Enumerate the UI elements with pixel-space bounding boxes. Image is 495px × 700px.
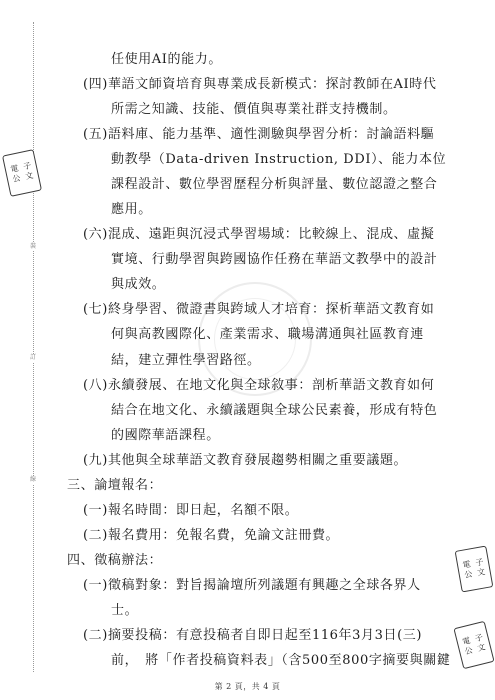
text-line: 任使用AI的能力。 — [111, 52, 222, 67]
binding-char: 裝 — [29, 243, 36, 250]
text-line: (六)混成、遠距與沉浸式學習場域：比較線上、混成、虛擬 — [83, 227, 435, 242]
text-line: (五)語料庫、能力基準、適性測驗與學習分析：討論語料驅 — [83, 127, 435, 142]
binding-char: 訂 — [29, 354, 36, 361]
electronic-document-stamp: 電 子 公 文 — [2, 149, 42, 197]
text-line: 士。 — [111, 603, 139, 618]
text-line: 動教學（Data-driven Instruction, DDI）、能力本位 — [111, 152, 447, 167]
text-line: (一)報名時間：即日起，名額不限。 — [83, 503, 299, 518]
text-line: 的國際華語課程。 — [111, 428, 220, 443]
text-line: (二)報名費用：免報名費，免論文註冊費。 — [83, 528, 340, 543]
text-line: (四)華語文師資培育與專業成長新模式：探討教師在AI時代 — [83, 77, 437, 92]
text-line: 所需之知識、技能、價值與專業社群支持機制。 — [111, 102, 397, 117]
text-line: 結合在地文化、永續議題與全球公民素養，形成有特色 — [111, 403, 438, 418]
binding-line — [33, 22, 34, 672]
text-line: 與成效。 — [111, 277, 166, 292]
text-line: 何與高教國際化、產業需求、職場溝通與社區教育連 — [111, 327, 424, 342]
text-line: (九)其他與全球華語文教育發展趨勢相關之重要議題。 — [83, 453, 408, 468]
electronic-document-stamp: 電 子 公 文 — [455, 546, 494, 593]
electronic-document-stamp: 電 子 公 文 — [453, 621, 494, 669]
text-line: 結，建立彈性學習路徑。 — [111, 353, 261, 368]
binding-char: 線 — [29, 476, 36, 483]
text-line: (一)徵稿對象：對旨揭論壇所列議題有興趣之全球各界人 — [83, 578, 421, 593]
section-heading: 三、論壇報名： — [67, 478, 163, 493]
text-line: (七)終身學習、微證書與跨域人才培育：探析華語文教育如 — [83, 302, 435, 317]
text-line: 應用。 — [111, 202, 152, 217]
text-line: 實境、行動學習與跨國協作任務在華語文教學中的設計 — [111, 252, 438, 267]
text-line: (八)永續發展、在地文化與全球敘事：剖析華語文教育如何 — [83, 378, 435, 393]
text-line: 前， 將「作者投稿資料表」（含500至800字摘要與關鍵 — [111, 653, 451, 668]
section-heading: 四、徵稿辦法： — [67, 553, 163, 568]
page-footer: 第 2 頁，共 4 頁 — [214, 682, 281, 691]
text-line: 課程設計、數位學習歷程分析與評量、數位認證之整合 — [111, 177, 438, 192]
text-line: (二)摘要投稿：有意投稿者自即日起至116年3月3日(三) — [83, 628, 423, 643]
